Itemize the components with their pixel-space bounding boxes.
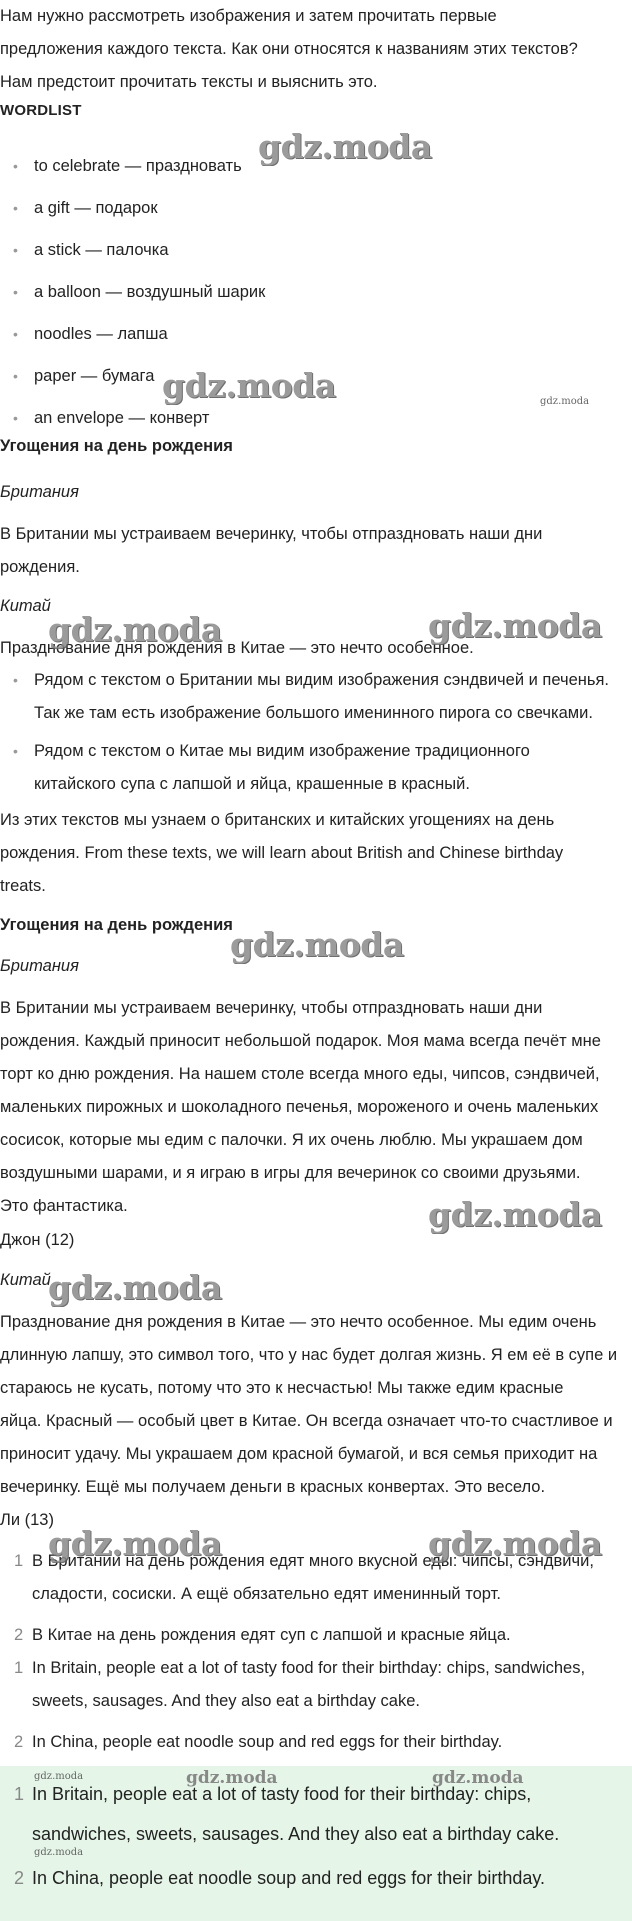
text-line: рождения. Каждый приносит небольшой подарок. Моя мама всегда печёт мне — [0, 1032, 601, 1050]
text-line: In China, people eat noodle soup and red eggs for their birthday. — [32, 1733, 503, 1751]
bullet-item — [0, 664, 630, 730]
answer-number: 2 — [14, 1626, 24, 1644]
intro-line: Нам нужно рассмотреть изображения и затем прочитать первые — [0, 7, 497, 25]
wordlist-item: • a stick — палочка — [0, 229, 630, 271]
text-line: торт ко дню рождения. На нашем столе всегда много еды, чипсов, сэндвичей, — [0, 1065, 600, 1083]
answers-en — [0, 1652, 630, 1759]
text-line: В Китае на день рождения едят суп с лапшой и красные яйца. — [32, 1626, 511, 1644]
wordlist-title: WORDLIST — [0, 102, 82, 119]
section2-title: Угощения на день рождения — [0, 916, 233, 934]
watermark: gdz.moda — [428, 1524, 602, 1563]
section1-britain-label: Британия — [0, 483, 79, 501]
text-line: приносит удачу. Мы украшаем дом красной бумагой, и вся семья приходит на — [0, 1445, 598, 1463]
text-line: Так же там есть изображение большого именинного пирога со свечками. — [34, 704, 593, 722]
answer-item — [0, 1726, 630, 1759]
watermark: gdz.moda — [34, 1847, 84, 1858]
section1 — [0, 430, 630, 463]
text-line: sandwiches, sweets, sausages. And they also eat a birthday cake. — [32, 1824, 560, 1844]
watermark: gdz.moda — [48, 1268, 222, 1307]
answer-number: 1 — [14, 1552, 24, 1570]
section2-china-text — [0, 1306, 630, 1504]
text-line: Празднование дня рождения в Китае — это нечто особенное. — [0, 639, 474, 657]
text-line: рождения. — [0, 558, 80, 576]
section2-britain-text — [0, 992, 630, 1223]
text-line: В Британии на день рождения едят много вкусной еды: чипсы, сэндвичи, — [32, 1552, 594, 1570]
wordlist — [0, 100, 630, 122]
text-line: китайского супа с лапшой и яйца, крашенные в красный. — [34, 775, 470, 793]
section2-china-label: Китай — [0, 1271, 51, 1289]
text-line: В Британии мы устраиваем вечеринку, чтобы отпраздновать наши дни — [0, 525, 543, 543]
section1-summary — [0, 804, 630, 903]
watermark: gdz.moda — [428, 1195, 602, 1234]
watermark: gdz.moda — [428, 606, 602, 645]
answer-number: 2 — [14, 1868, 25, 1888]
wordlist-item: • to celebrate — праздновать — [0, 145, 630, 187]
wordlist-item: • a gift — подарок — [0, 187, 630, 229]
section1-bullets — [0, 664, 630, 801]
text-line: рождения. From these texts, we will learn about British and Chinese birthday — [0, 844, 564, 862]
answer-item — [0, 1774, 632, 1854]
answer-number: 1 — [14, 1784, 25, 1804]
text-line: маленьких пирожных и шоколадного печенья, мороженого и очень маленьких — [0, 1098, 599, 1116]
text-line: Это фантастика. — [0, 1197, 128, 1215]
text-line: длинную лапшу, это символ того, что у нас будет долгая жизнь. Я ем её в супе и — [0, 1346, 618, 1364]
section1-britain-text — [0, 518, 630, 584]
watermark: gdz.moda — [48, 610, 222, 649]
section1-china-label: Китай — [0, 597, 51, 615]
watermark: gdz.moda — [34, 1771, 84, 1782]
answer-number: 2 — [14, 1733, 24, 1751]
text-line: В Британии мы устраиваем вечеринку, чтобы отпраздновать наши дни — [0, 999, 543, 1017]
wordlist-item: • an envelope — конверт — [0, 397, 630, 439]
answer-item — [0, 1619, 630, 1652]
watermark: gdz.moda — [48, 1524, 222, 1563]
text-line: In Britain, people eat a lot of tasty food for their birthday: chips, sandwiches, — [32, 1659, 586, 1677]
watermark: gdz.moda — [162, 366, 336, 405]
answer-item — [0, 1858, 632, 1898]
intro-line: предложения каждого текста. Как они относятся к названиям этих текстов? — [0, 40, 578, 58]
answer-number: 1 — [14, 1659, 24, 1677]
bullet-item — [0, 735, 630, 801]
intro — [0, 0, 630, 99]
section1-title: Угощения на день рождения — [0, 437, 233, 455]
text-line: воздушными шарами, и я играю в игры для вечеринок со своими друзьями. — [0, 1164, 581, 1182]
watermark: gdz.moda — [258, 127, 432, 166]
watermark: gdz.moda — [432, 1768, 524, 1788]
intro-line: Нам предстоит прочитать тексты и выяснить это. — [0, 73, 378, 91]
author: Джон (12) — [0, 1231, 75, 1249]
text-line: стараюсь не кусать, потому что это к несчастью! Мы также едим красные — [0, 1379, 564, 1397]
text-line: яйца. Красный — особый цвет в Китае. Он всегда означает что-то счастливое и — [0, 1412, 613, 1430]
text-line: Рядом с текстом о Британии мы видим изображения сэндвичей и печенья. — [34, 671, 609, 689]
wordlist-item: • noodles — лапша — [0, 313, 630, 355]
text-line: In China, people eat noodle soup and red eggs for their birthday. — [32, 1868, 546, 1888]
text-line: treats. — [0, 877, 46, 895]
text-line: Из этих текстов мы узнаем о британских и китайских угощениях на день — [0, 811, 555, 829]
highlighted-answers — [0, 1766, 632, 1921]
watermark: gdz.moda — [186, 1768, 278, 1788]
section2-britain-label: Британия — [0, 957, 79, 975]
author: Ли (13) — [0, 1511, 54, 1529]
text-line: Рядом с текстом о Китае мы видим изображение традиционного — [34, 742, 530, 760]
text-line: In Britain, people eat a lot of tasty food for their birthday: chips, — [32, 1784, 532, 1804]
text-line: sweets, sausages. And they also eat a birthday cake. — [32, 1692, 420, 1710]
text-line: сосисок, которые мы едим с палочки. Я их очень люблю. Мы украшаем дом — [0, 1131, 583, 1149]
wordlist-item: • paper — бумага — [0, 355, 630, 397]
section1-britain — [0, 476, 630, 509]
text-line: сладости, сосиски. А ещё обязательно едят именинный торт. — [32, 1585, 501, 1603]
wordlist-item: • a balloon — воздушный шарик — [0, 271, 630, 313]
text-line: вечеринку. Ещё мы получаем деньги в красных конвертах. Это весело. — [0, 1478, 546, 1496]
text-line: Празднование дня рождения в Китае — это нечто особенное. Мы едим очень — [0, 1313, 597, 1331]
watermark: gdz.moda — [230, 925, 404, 964]
answer-item — [0, 1652, 630, 1718]
watermark: gdz.moda — [540, 396, 590, 407]
